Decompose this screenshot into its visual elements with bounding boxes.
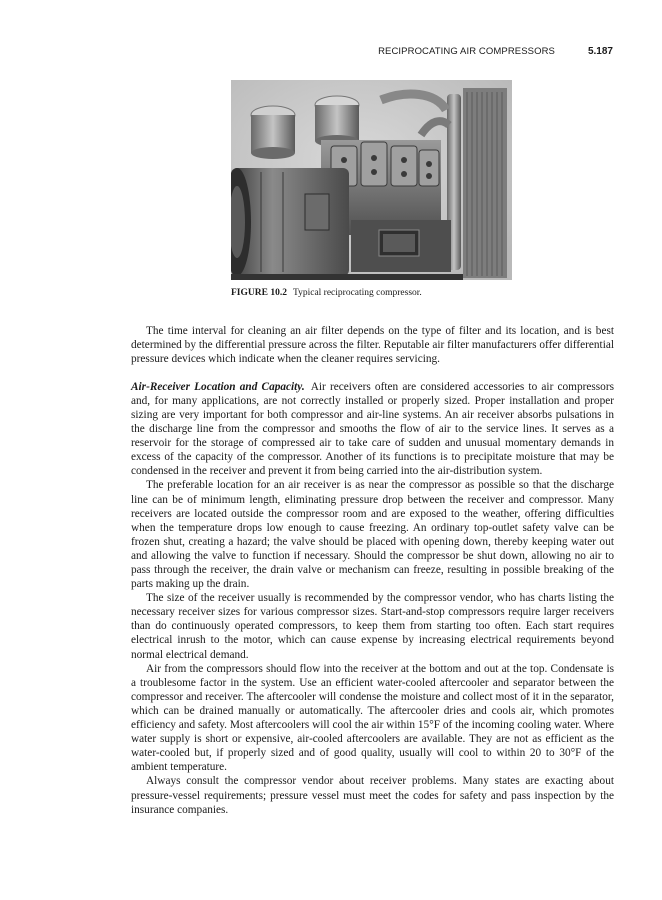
running-title: RECIPROCATING AIR COMPRESSORS	[378, 46, 555, 57]
paragraph-receiver-size: The size of the receiver usually is recommended by the compressor vendor, who has charts listing the necessary receiver sizes for various compressor sizes. Start-and-stop compressors require larger receivers than do continuously operated compressors, to keep them from starting too often. Each start requires electrical inrush to the motor, which can cause expense by increasing electrical requirements beyond normal electrical demand.	[131, 592, 614, 661]
body-text	[131, 324, 614, 817]
compressor-photo	[231, 80, 512, 280]
paragraph-vendor: Always consult the compressor vendor about receiver problems. Many states are exacting about pressure-vessel requirements; pressure vessel must meet the codes for safety and pass inspection by the insurance companies.	[131, 775, 614, 816]
paragraph-receiver-overview	[131, 380, 614, 479]
paragraph-receiver-location: The preferable location for an air receiver is as near the compressor as possible so that the discharge line can be of minimum length, eliminating pressure drop between the receiver and compressor. Many receivers are located outside the compressor room and are exposed to the weather, offering difficulties when the temperature drops low enough to cause freezing. An ordinary top-outlet safety valve can be frozen shut, creating a hazard; the valve should be placed with opening down, thereby keeping water out and allowing the valve to function if necessary. Should the compressor be shut down, allowing no air to pass through the receiver, the drain valve or mechanism can freeze, resulting in possible breaking of the parts making up the drain.	[131, 479, 614, 591]
paragraph-filter-cleaning: The time interval for cleaning an air filter depends on the type of filter and its location, and is best determined by the differential pressure across the filter. Reputable air filter manufacturers offer differential pressure devices which indicate when the cleaner requires servicing.	[131, 325, 614, 366]
running-head	[131, 46, 613, 60]
paragraph-receiver-overview-text: Air receivers often are considered accessories to air compressors and, for many applications, are not correctly installed or properly sized. Proper installation and proper sizing are very important for both compressor and air-line systems. An air receiver absorbs pulsations in the discharge line from the compressor and smooths the flow of air to the service lines. It serves as a reservoir for the storage of compressed air to take care of sudden and unusual momentary demands in excess of the capacity of the compressor. Another of its functions is to precipitate moisture that may be condensed in the receiver and prevent it from being carried into the air-distribution system.	[131, 380, 614, 478]
paragraph-condensate: Air from the compressors should flow into the receiver at the bottom and out at the top. Condensate is a troublesome factor in the system. Use an efficient water-cooled aftercooler and separator between the compressor and receiver. The aftercooler will condense the moisture and collect most of it in the separator, which can be drained manually or automatically. The aftercooler dries and cools air, which promotes efficiency and safety. Most aftercoolers will cool the air within 15°F of the incoming cooling water. Where water supply is short or expensive, air-cooled aftercoolers are available. They are not as efficient as the water-cooled but, if properly sized and of good quality, usually will cool to within 20 to 30°F of the ambient temperature.	[131, 662, 614, 774]
figure-caption	[231, 288, 422, 298]
figure-label: FIGURE 10.2	[231, 288, 287, 298]
section-heading: Air-Receiver Location and Capacity.	[131, 380, 305, 393]
page-number: 5.187	[587, 46, 613, 57]
figure-caption-text: Typical reciprocating compressor.	[292, 288, 422, 298]
